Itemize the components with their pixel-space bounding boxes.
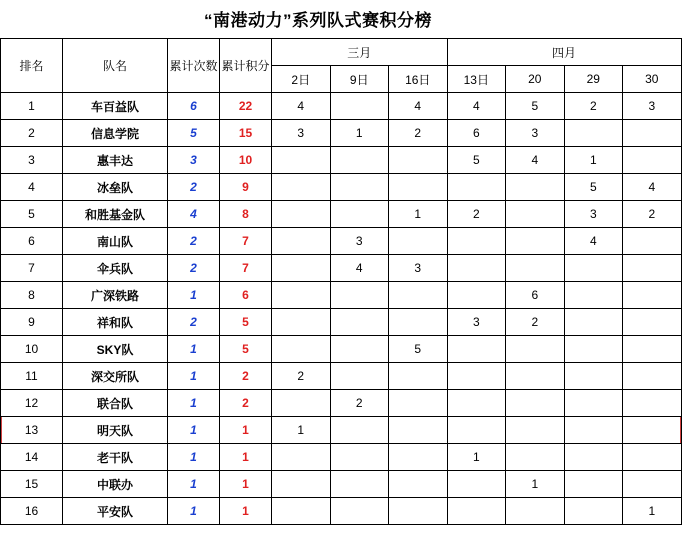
cell-score — [447, 417, 506, 444]
cell-score — [272, 174, 331, 201]
cell-score — [564, 498, 623, 525]
table-body — [1, 93, 682, 525]
cell-score: 1 — [564, 147, 623, 174]
table-row — [1, 471, 682, 498]
cell-rank: 4 — [1, 174, 63, 201]
table-row — [1, 417, 682, 444]
cell-score — [389, 282, 448, 309]
cell-count: 2 — [168, 174, 220, 201]
header-points: 累计积分 — [220, 39, 272, 93]
cell-score — [447, 363, 506, 390]
cell-score — [623, 255, 682, 282]
cell-score — [564, 363, 623, 390]
cell-count: 1 — [168, 390, 220, 417]
table-row — [1, 444, 682, 471]
cell-score — [447, 390, 506, 417]
cell-score — [389, 228, 448, 255]
cell-team: 老干队 — [63, 444, 168, 471]
cell-score — [623, 309, 682, 336]
cell-score — [272, 147, 331, 174]
cell-score: 4 — [272, 93, 331, 120]
cell-score — [506, 498, 565, 525]
cell-score — [389, 498, 448, 525]
cell-team: 南山队 — [63, 228, 168, 255]
cell-count: 1 — [168, 282, 220, 309]
cell-score — [272, 498, 331, 525]
cell-count: 1 — [168, 498, 220, 525]
table-row — [1, 255, 682, 282]
cell-points: 6 — [220, 282, 272, 309]
cell-rank: 5 — [1, 201, 63, 228]
table-row — [1, 228, 682, 255]
cell-count: 1 — [168, 471, 220, 498]
cell-score — [330, 309, 389, 336]
cell-score: 1 — [272, 417, 331, 444]
cell-points: 7 — [220, 228, 272, 255]
cell-score — [447, 336, 506, 363]
cell-rank: 14 — [1, 444, 63, 471]
table-row — [1, 363, 682, 390]
cell-points: 5 — [220, 336, 272, 363]
header-count: 累计次数 — [168, 39, 220, 93]
cell-score: 3 — [330, 228, 389, 255]
header-day-mar-16: 16日 — [389, 66, 448, 93]
cell-team: SKY队 — [63, 336, 168, 363]
cell-score — [389, 363, 448, 390]
cell-team: 伞兵队 — [63, 255, 168, 282]
cell-score: 4 — [506, 147, 565, 174]
header-day-apr-29: 29 — [564, 66, 623, 93]
cell-score — [330, 201, 389, 228]
cell-rank: 1 — [1, 93, 63, 120]
cell-score — [272, 444, 331, 471]
cell-score — [506, 336, 565, 363]
cell-points: 15 — [220, 120, 272, 147]
cell-score — [389, 471, 448, 498]
cell-score — [330, 498, 389, 525]
cell-team: 联合队 — [63, 390, 168, 417]
cell-score — [506, 390, 565, 417]
cell-score — [447, 471, 506, 498]
cell-score — [330, 147, 389, 174]
cell-count: 1 — [168, 444, 220, 471]
header-team: 队名 — [63, 39, 168, 93]
cell-score: 3 — [389, 255, 448, 282]
cell-score: 1 — [447, 444, 506, 471]
cell-score — [330, 282, 389, 309]
cell-score — [564, 417, 623, 444]
cell-points: 1 — [220, 498, 272, 525]
cell-team: 深交所队 — [63, 363, 168, 390]
cell-rank: 10 — [1, 336, 63, 363]
cell-score — [623, 147, 682, 174]
page-title: “南港动力”系列队式赛积分榜 — [204, 11, 432, 30]
cell-points: 22 — [220, 93, 272, 120]
cell-score: 5 — [447, 147, 506, 174]
table-row — [1, 336, 682, 363]
cell-score — [623, 363, 682, 390]
cell-score — [564, 282, 623, 309]
cell-score — [272, 228, 331, 255]
cell-team: 中联办 — [63, 471, 168, 498]
cell-score — [389, 147, 448, 174]
table-row — [1, 309, 682, 336]
cell-score — [564, 336, 623, 363]
cell-score: 4 — [564, 228, 623, 255]
cell-score — [272, 390, 331, 417]
cell-score — [272, 255, 331, 282]
cell-rank: 13 — [1, 417, 63, 444]
cell-score — [272, 336, 331, 363]
cell-score — [623, 336, 682, 363]
table-row — [1, 390, 682, 417]
cell-team: 车百益队 — [63, 93, 168, 120]
header-day-mar-2: 2日 — [272, 66, 331, 93]
cell-score: 1 — [330, 120, 389, 147]
cell-score — [272, 201, 331, 228]
cell-count: 2 — [168, 255, 220, 282]
cell-score: 5 — [389, 336, 448, 363]
cell-points: 2 — [220, 390, 272, 417]
cell-score — [330, 174, 389, 201]
cell-rank: 12 — [1, 390, 63, 417]
cell-score — [623, 390, 682, 417]
cell-score: 1 — [389, 201, 448, 228]
cell-score — [564, 471, 623, 498]
cell-count: 2 — [168, 228, 220, 255]
cell-score — [272, 309, 331, 336]
cell-score — [389, 390, 448, 417]
cell-score: 3 — [623, 93, 682, 120]
cell-score — [330, 93, 389, 120]
cell-team: 祥和队 — [63, 309, 168, 336]
cell-score — [272, 471, 331, 498]
table-head — [1, 39, 682, 93]
cell-score: 1 — [506, 471, 565, 498]
cell-rank: 9 — [1, 309, 63, 336]
cell-score — [623, 417, 682, 444]
cell-score — [506, 417, 565, 444]
cell-score — [506, 174, 565, 201]
table-row — [1, 93, 682, 120]
cell-score: 4 — [623, 174, 682, 201]
cell-score: 4 — [447, 93, 506, 120]
cell-team: 明天队 — [63, 417, 168, 444]
cell-score: 2 — [389, 120, 448, 147]
cell-rank: 8 — [1, 282, 63, 309]
cell-score — [330, 336, 389, 363]
cell-points: 7 — [220, 255, 272, 282]
cell-score: 2 — [330, 390, 389, 417]
cell-score: 2 — [623, 201, 682, 228]
table-row — [1, 282, 682, 309]
cell-score — [564, 444, 623, 471]
table-row — [1, 201, 682, 228]
cell-rank: 7 — [1, 255, 63, 282]
cell-team: 平安队 — [63, 498, 168, 525]
cell-score: 4 — [330, 255, 389, 282]
cell-score — [330, 363, 389, 390]
cell-score — [564, 390, 623, 417]
cell-score — [623, 471, 682, 498]
cell-count: 1 — [168, 417, 220, 444]
table-row — [1, 174, 682, 201]
cell-score — [272, 282, 331, 309]
header-month-march: 三月 — [272, 39, 448, 66]
header-day-mar-9: 9日 — [330, 66, 389, 93]
cell-score: 6 — [506, 282, 565, 309]
cell-score — [447, 228, 506, 255]
cell-rank: 15 — [1, 471, 63, 498]
cell-points: 2 — [220, 363, 272, 390]
cell-score — [447, 498, 506, 525]
cell-score: 2 — [564, 93, 623, 120]
cell-points: 1 — [220, 417, 272, 444]
cell-score — [564, 309, 623, 336]
cell-score: 3 — [564, 201, 623, 228]
cell-score — [447, 282, 506, 309]
cell-score: 3 — [447, 309, 506, 336]
cell-count: 3 — [168, 147, 220, 174]
cell-score — [623, 282, 682, 309]
table-row — [1, 120, 682, 147]
cell-score: 3 — [506, 120, 565, 147]
header-day-apr-13: 13日 — [447, 66, 506, 93]
cell-score: 2 — [506, 309, 565, 336]
cell-score — [389, 417, 448, 444]
cell-score: 4 — [389, 93, 448, 120]
cell-score: 5 — [506, 93, 565, 120]
cell-score — [447, 174, 506, 201]
cell-score — [330, 417, 389, 444]
cell-score — [564, 255, 623, 282]
cell-score — [330, 471, 389, 498]
cell-points: 5 — [220, 309, 272, 336]
cell-count: 1 — [168, 336, 220, 363]
cell-rank: 3 — [1, 147, 63, 174]
cell-points: 1 — [220, 471, 272, 498]
cell-team: 惠丰达 — [63, 147, 168, 174]
cell-score — [389, 309, 448, 336]
cell-score: 6 — [447, 120, 506, 147]
header-row-top — [1, 39, 682, 66]
cell-count: 6 — [168, 93, 220, 120]
cell-score — [564, 120, 623, 147]
cell-team: 和胜基金队 — [63, 201, 168, 228]
cell-score: 2 — [272, 363, 331, 390]
cell-score — [623, 444, 682, 471]
cell-count: 1 — [168, 363, 220, 390]
cell-points: 1 — [220, 444, 272, 471]
cell-team: 信息学院 — [63, 120, 168, 147]
cell-score — [506, 444, 565, 471]
cell-score: 2 — [447, 201, 506, 228]
header-day-apr-20: 20 — [506, 66, 565, 93]
cell-rank: 11 — [1, 363, 63, 390]
cell-score — [447, 255, 506, 282]
table-row — [1, 147, 682, 174]
header-rank: 排名 — [1, 39, 63, 93]
cell-score — [506, 363, 565, 390]
cell-score — [623, 120, 682, 147]
header-day-apr-30: 30 — [623, 66, 682, 93]
standings-table — [0, 38, 682, 525]
cell-score — [506, 228, 565, 255]
cell-score: 1 — [623, 498, 682, 525]
cell-score — [623, 228, 682, 255]
header-month-april: 四月 — [447, 39, 681, 66]
cell-points: 10 — [220, 147, 272, 174]
cell-score — [389, 174, 448, 201]
cell-rank: 16 — [1, 498, 63, 525]
cell-count: 2 — [168, 309, 220, 336]
cell-score — [389, 444, 448, 471]
cell-team: 广深铁路 — [63, 282, 168, 309]
cell-score: 3 — [272, 120, 331, 147]
cell-score — [330, 444, 389, 471]
cell-score — [506, 255, 565, 282]
table-row — [1, 498, 682, 525]
cell-score — [506, 201, 565, 228]
cell-team: 冰垒队 — [63, 174, 168, 201]
cell-count: 4 — [168, 201, 220, 228]
cell-points: 8 — [220, 201, 272, 228]
cell-count: 5 — [168, 120, 220, 147]
cell-rank: 2 — [1, 120, 63, 147]
cell-points: 9 — [220, 174, 272, 201]
cell-rank: 6 — [1, 228, 63, 255]
cell-score: 5 — [564, 174, 623, 201]
